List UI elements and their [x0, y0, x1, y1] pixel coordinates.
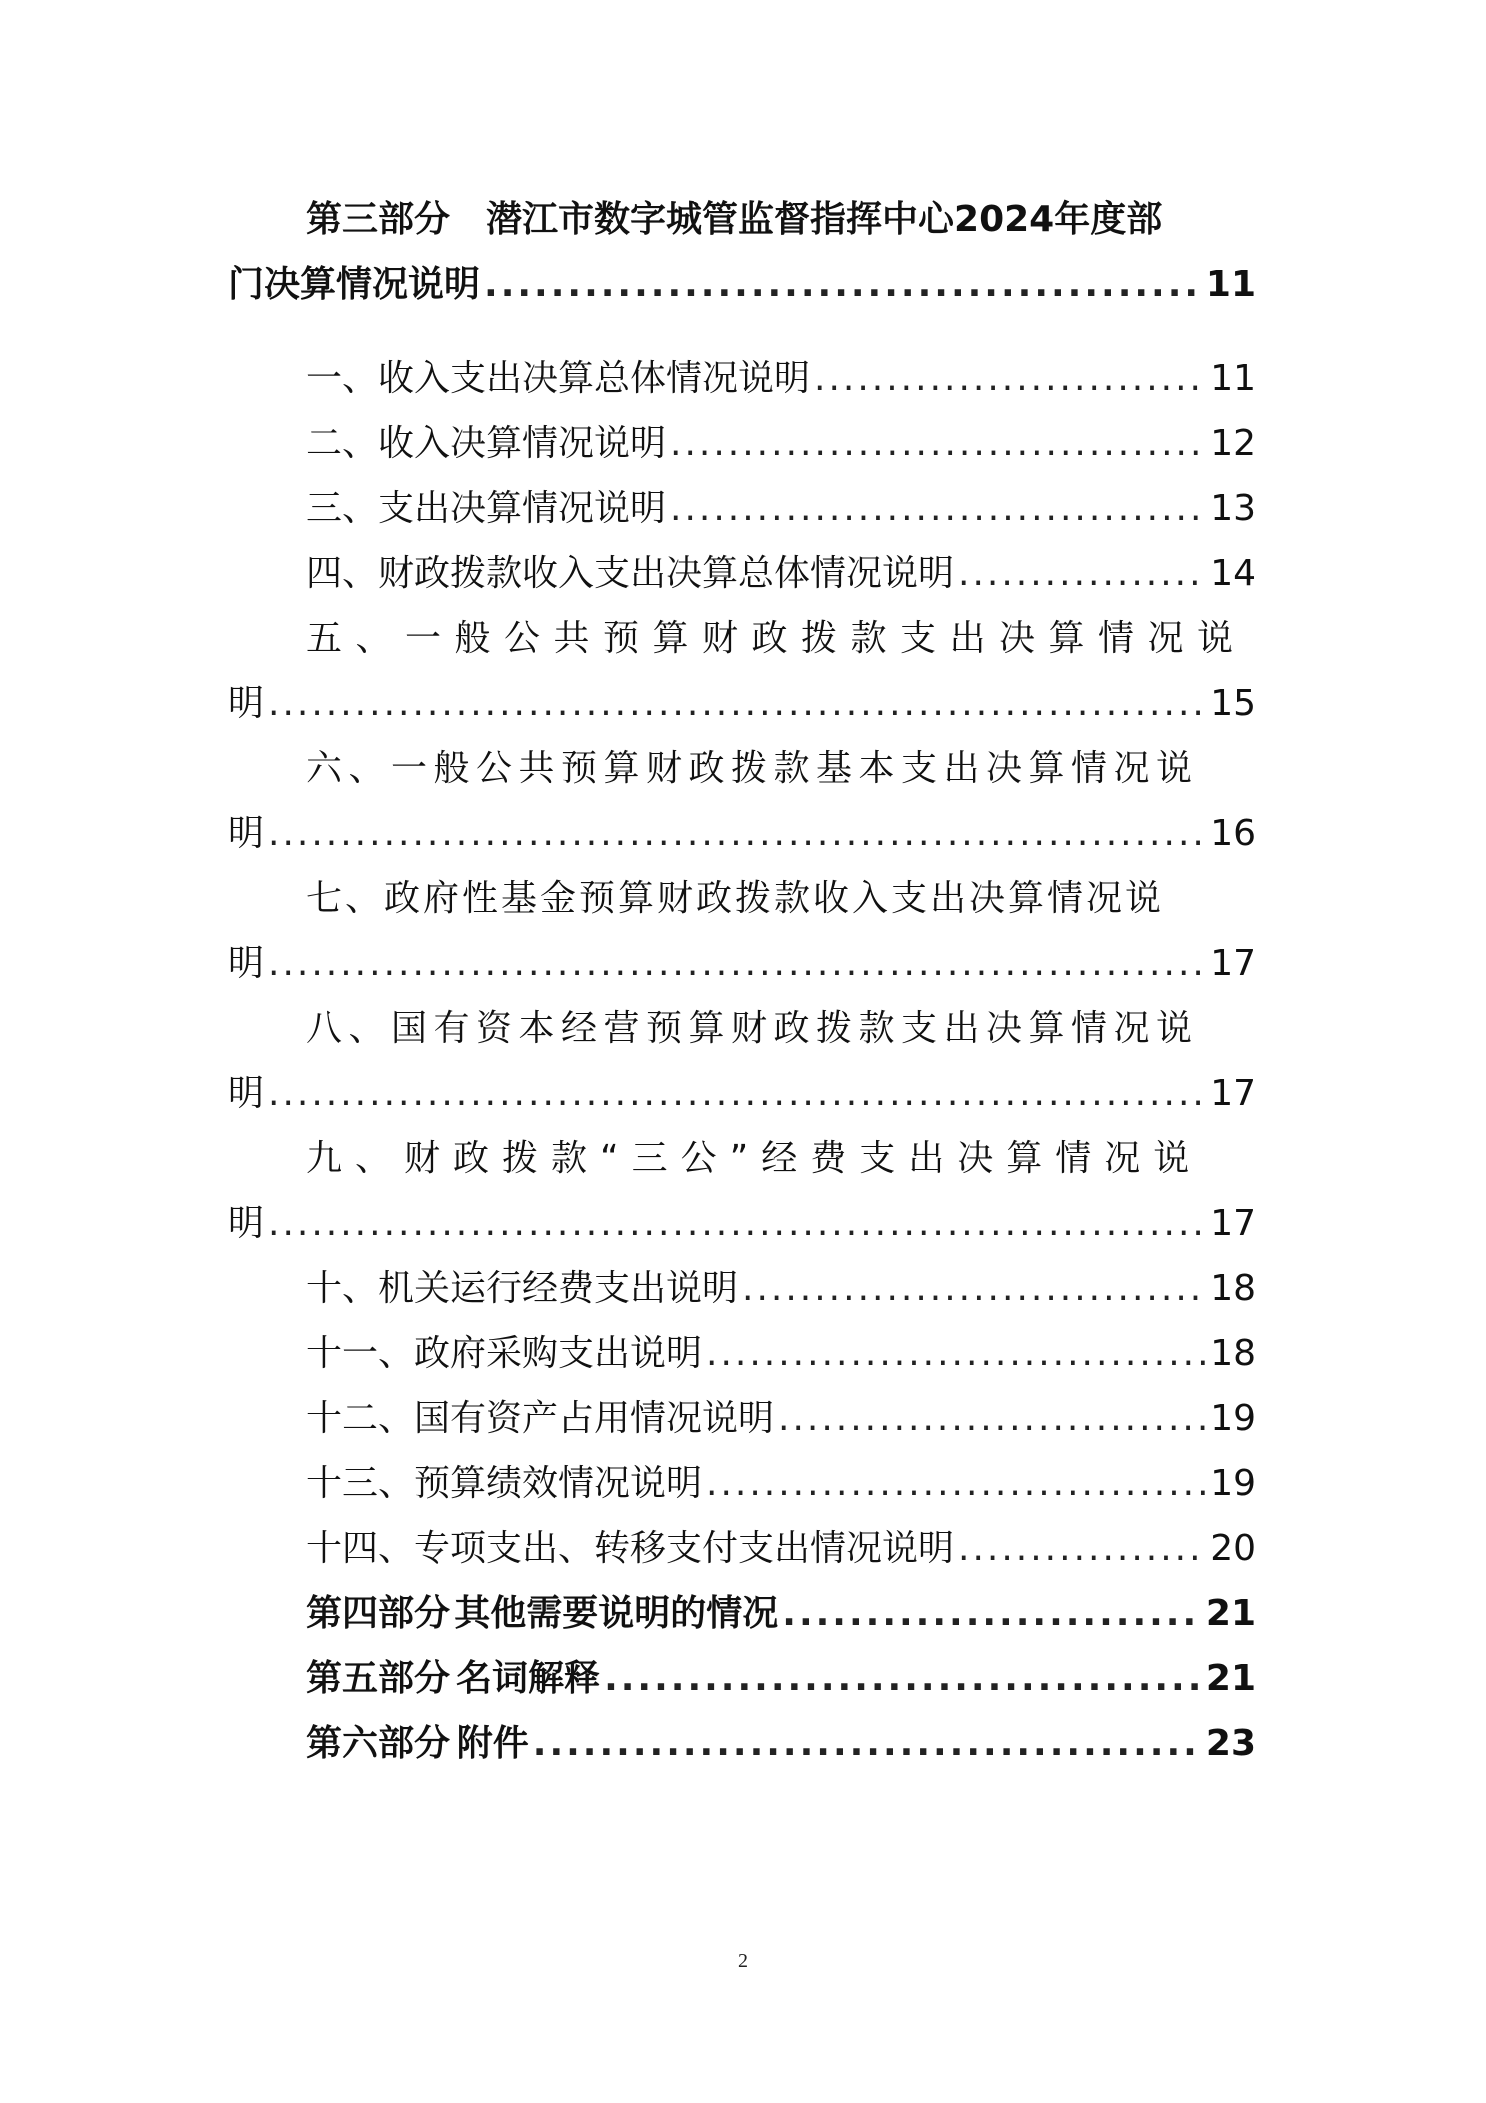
toc-leader-dots	[268, 682, 1206, 726]
toc-leader-dots	[958, 1527, 1206, 1571]
toc-part5[interactable]	[306, 1657, 1256, 1701]
toc-part4-title: 其他需要说明的情况	[454, 1593, 779, 1634]
toc-item-text: 明	[228, 1203, 265, 1244]
toc-part3-line2[interactable]	[228, 263, 1256, 307]
toc-item-text: 明	[228, 1073, 265, 1114]
toc-part6-label: 第六部分	[306, 1723, 451, 1764]
toc-leader-dots	[533, 1722, 1202, 1766]
toc-item-text: 明	[228, 813, 265, 854]
toc-part3-title-line1: 潜江市数字城管监督指挥中心2024年度部	[486, 199, 1163, 240]
toc-leader-dots	[268, 812, 1206, 856]
toc-item-7-line2[interactable]	[228, 942, 1256, 986]
toc-part3-label: 第三部分	[306, 199, 451, 240]
toc-item-text: 七、政府性基金预算财政拨款收入支出决算情况说	[306, 878, 1165, 919]
toc-leader-dots	[268, 1072, 1206, 1116]
toc-item-text: 十、机关运行经费支出说明	[306, 1268, 739, 1309]
toc-item-page: 15	[1210, 683, 1256, 724]
toc-item-7-line1[interactable]	[306, 877, 1256, 921]
toc-item-3[interactable]	[306, 487, 1256, 531]
toc-item-text: 十三、预算绩效情况说明	[306, 1463, 703, 1504]
toc-item-4[interactable]	[306, 552, 1256, 596]
toc-part4-page: 21	[1205, 1593, 1256, 1634]
toc-item-text: 六、一般公共预算财政拨款基本支出决算情况说	[306, 748, 1199, 789]
toc-item-5-line2[interactable]	[228, 682, 1256, 726]
toc-item-page: 20	[1210, 1528, 1256, 1569]
toc-part3-line1[interactable]	[306, 198, 1256, 242]
toc-part6-title: 附件	[456, 1723, 529, 1764]
toc-item-page: 17	[1210, 1073, 1256, 1114]
toc-part4[interactable]	[306, 1592, 1256, 1636]
toc-leader-dots	[604, 1657, 1202, 1701]
toc-item-text: 十四、专项支出、转移支付支出情况说明	[306, 1528, 955, 1569]
toc-item-text: 八、国有资本经营预算财政拨款支出决算情况说	[306, 1008, 1199, 1049]
toc-item-text: 十一、政府采购支出说明	[306, 1333, 703, 1374]
toc-leader-dots	[706, 1462, 1206, 1506]
toc-leader-dots	[742, 1267, 1206, 1311]
toc-part3-title-line2: 门决算情况说明	[228, 264, 481, 305]
toc-item-page: 14	[1210, 553, 1256, 594]
toc-item-text: 五、一般公共预算财政拨款支出决算情况说	[306, 618, 1247, 659]
toc-item-page: 18	[1210, 1333, 1256, 1374]
toc-part4-label: 第四部分	[306, 1593, 451, 1634]
toc-item-1[interactable]	[306, 357, 1256, 401]
toc-item-text: 明	[228, 683, 265, 724]
toc-item-text: 一、收入支出决算总体情况说明	[306, 358, 811, 399]
toc-item-page: 18	[1210, 1268, 1256, 1309]
toc-leader-dots	[778, 1397, 1206, 1441]
toc-item-page: 19	[1210, 1463, 1256, 1504]
toc-item-page: 17	[1210, 943, 1256, 984]
toc-leader-dots	[958, 552, 1206, 596]
toc-leader-dots	[670, 422, 1206, 466]
toc-item-8-line1[interactable]	[306, 1007, 1256, 1051]
toc-item-9-line1[interactable]	[306, 1137, 1256, 1181]
toc-item-10[interactable]	[306, 1267, 1256, 1311]
toc-leader-dots	[782, 1592, 1202, 1636]
toc-item-page: 17	[1210, 1203, 1256, 1244]
toc-item-page: 19	[1210, 1398, 1256, 1439]
toc-item-5-line1[interactable]	[306, 617, 1256, 661]
toc-item-text: 三、支出决算情况说明	[306, 488, 667, 529]
toc-item-8-line2[interactable]	[228, 1072, 1256, 1116]
toc-item-9-line2[interactable]	[228, 1202, 1256, 1246]
toc-item-14[interactable]	[306, 1527, 1256, 1571]
toc-item-text: 二、收入决算情况说明	[306, 423, 667, 464]
toc-leader-dots	[670, 487, 1206, 531]
toc-item-page: 11	[1210, 358, 1256, 399]
toc-item-12[interactable]	[306, 1397, 1256, 1441]
toc-item-page: 13	[1210, 488, 1256, 529]
toc-leader-dots	[268, 942, 1206, 986]
toc-item-page: 12	[1210, 423, 1256, 464]
toc-leader-dots	[268, 1202, 1206, 1246]
toc-item-text: 四、财政拨款收入支出决算总体情况说明	[306, 553, 955, 594]
toc-part5-page: 21	[1205, 1658, 1256, 1699]
toc-item-11[interactable]	[306, 1332, 1256, 1376]
toc-part3-page: 11	[1205, 264, 1256, 305]
toc-item-2[interactable]	[306, 422, 1256, 466]
toc-leader-dots	[814, 357, 1206, 401]
toc-part6[interactable]	[306, 1722, 1256, 1766]
toc-part6-page: 23	[1205, 1723, 1256, 1764]
toc-item-page: 16	[1210, 813, 1256, 854]
toc-item-text: 明	[228, 943, 265, 984]
toc-leader-dots	[706, 1332, 1206, 1376]
page-number: 2	[738, 1950, 748, 1972]
toc-part5-label: 第五部分	[306, 1658, 451, 1699]
toc-item-text: 九、财政拨款“三公”经费支出决算情况说	[306, 1138, 1203, 1179]
toc-item-6-line2[interactable]	[228, 812, 1256, 856]
toc-item-6-line1[interactable]	[306, 747, 1256, 791]
toc-item-13[interactable]	[306, 1462, 1256, 1506]
toc-leader-dots	[484, 263, 1202, 307]
toc-item-text: 十二、国有资产占用情况说明	[306, 1398, 775, 1439]
toc-part5-title: 名词解释	[456, 1658, 601, 1699]
